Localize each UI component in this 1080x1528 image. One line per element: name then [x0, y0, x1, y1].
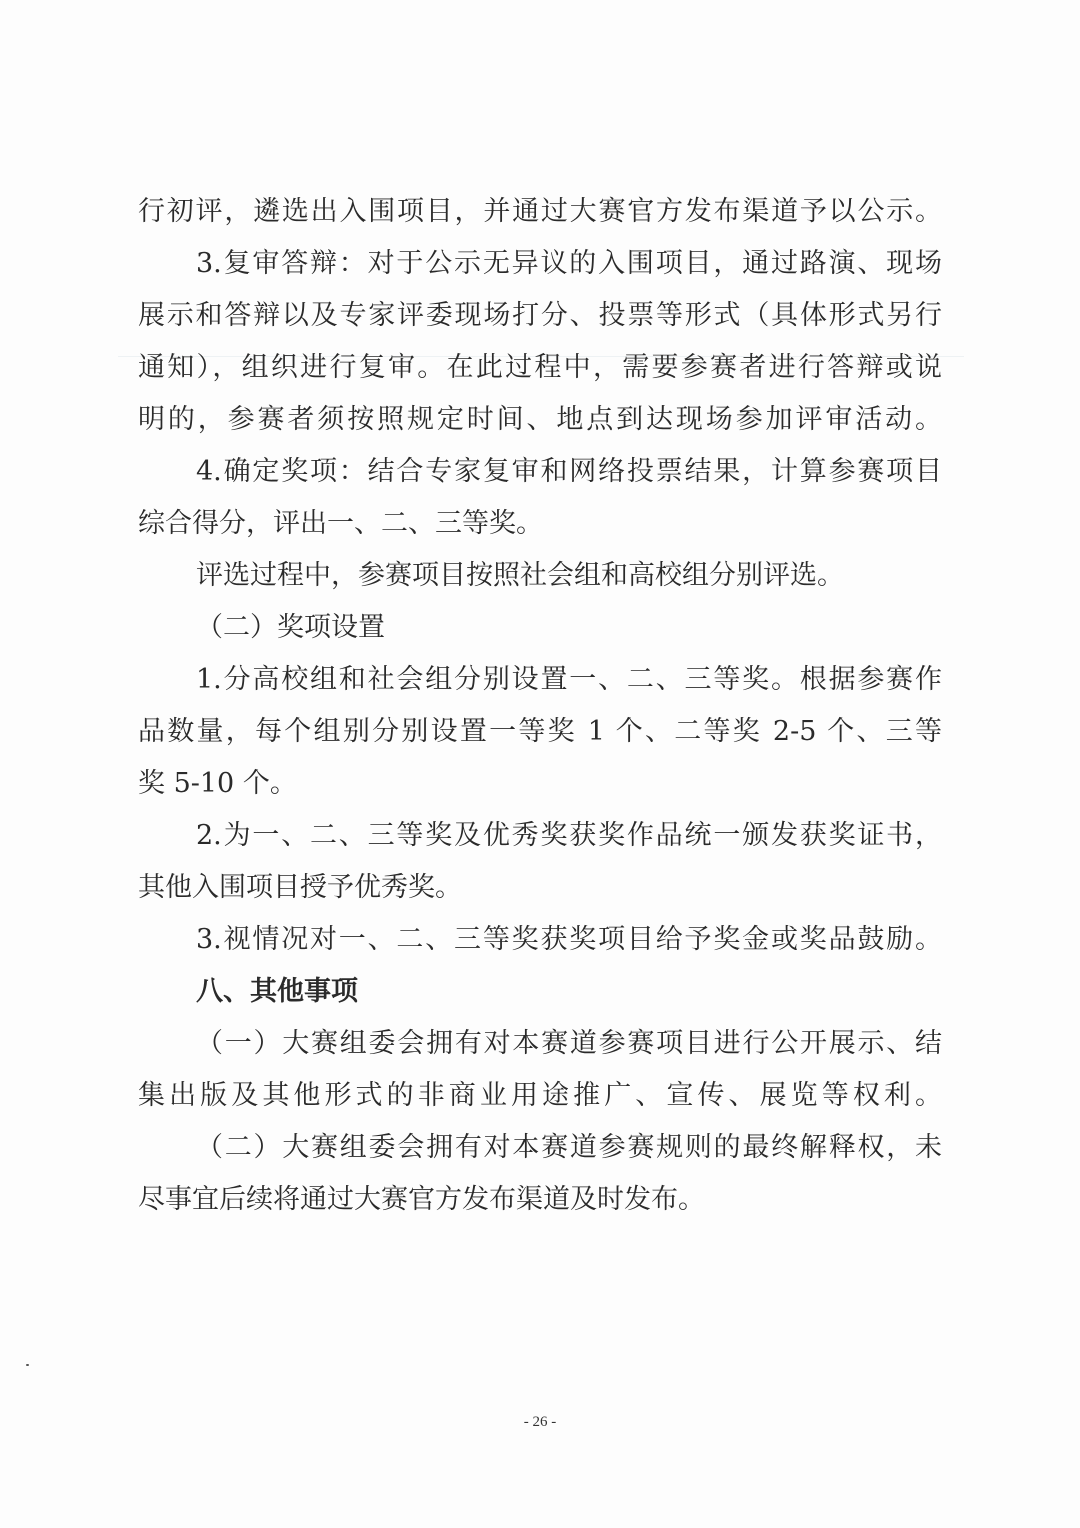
- page-number: - 26 -: [523, 1414, 557, 1430]
- paragraph-line: 综合得分，评出一、二、三等奖。: [138, 508, 543, 539]
- paragraph-line: 集出版及其他形式的非商业用途推广、宣传、展览等权利。: [138, 1080, 942, 1111]
- body-text: [138, 186, 942, 1226]
- paragraph-line: 3.复审答辩：对于公示无异议的入围项目，通过路演、现场: [196, 248, 942, 279]
- paragraph-line: 其他入围项目授予优秀奖。: [138, 872, 462, 903]
- paragraph-line: 展示和答辩以及专家评委现场打分、投票等形式（具体形式另行: [138, 300, 942, 331]
- paragraph-line: （二）大赛组委会拥有对本赛道参赛规则的最终解释权，未: [196, 1132, 942, 1163]
- paragraph-line: 2.为一、二、三等奖及优秀奖获奖作品统一颁发获奖证书，: [196, 820, 942, 851]
- paragraph-line: 奖 5-10 个。: [138, 768, 297, 799]
- paragraph-line: 评选过程中，参赛项目按照社会组和高校组分别评选。: [196, 560, 844, 591]
- section-heading: 八、其他事项: [196, 976, 358, 1007]
- subsection-heading: （二）奖项设置: [196, 612, 385, 643]
- paragraph-line: 4.确定奖项：结合专家复审和网络投票结果，计算参赛项目: [196, 456, 942, 487]
- paragraph-line: 尽事宜后续将通过大赛官方发布渠道及时发布。: [138, 1184, 705, 1215]
- paragraph-line: 行初评，遴选出入围项目，并通过大赛官方发布渠道予以公示。: [138, 196, 942, 227]
- paragraph-line: 3.视情况对一、二、三等奖获奖项目给予奖金或奖品鼓励。: [196, 924, 942, 955]
- paragraph-line: 通知），组织进行复审。在此过程中，需要参赛者进行答辩或说: [138, 352, 942, 383]
- paragraph-line: 1.分高校组和社会组分别设置一、二、三等奖。根据参赛作: [196, 664, 942, 695]
- paragraph-line: （一）大赛组委会拥有对本赛道参赛项目进行公开展示、结: [196, 1028, 942, 1059]
- paragraph-line: 明的，参赛者须按照规定时间、地点到达现场参加评审活动。: [138, 404, 942, 435]
- paragraph-line: 品数量，每个组别分别设置一等奖 1 个、二等奖 2-5 个、三等: [138, 716, 942, 747]
- scan-speck: [26, 1364, 29, 1366]
